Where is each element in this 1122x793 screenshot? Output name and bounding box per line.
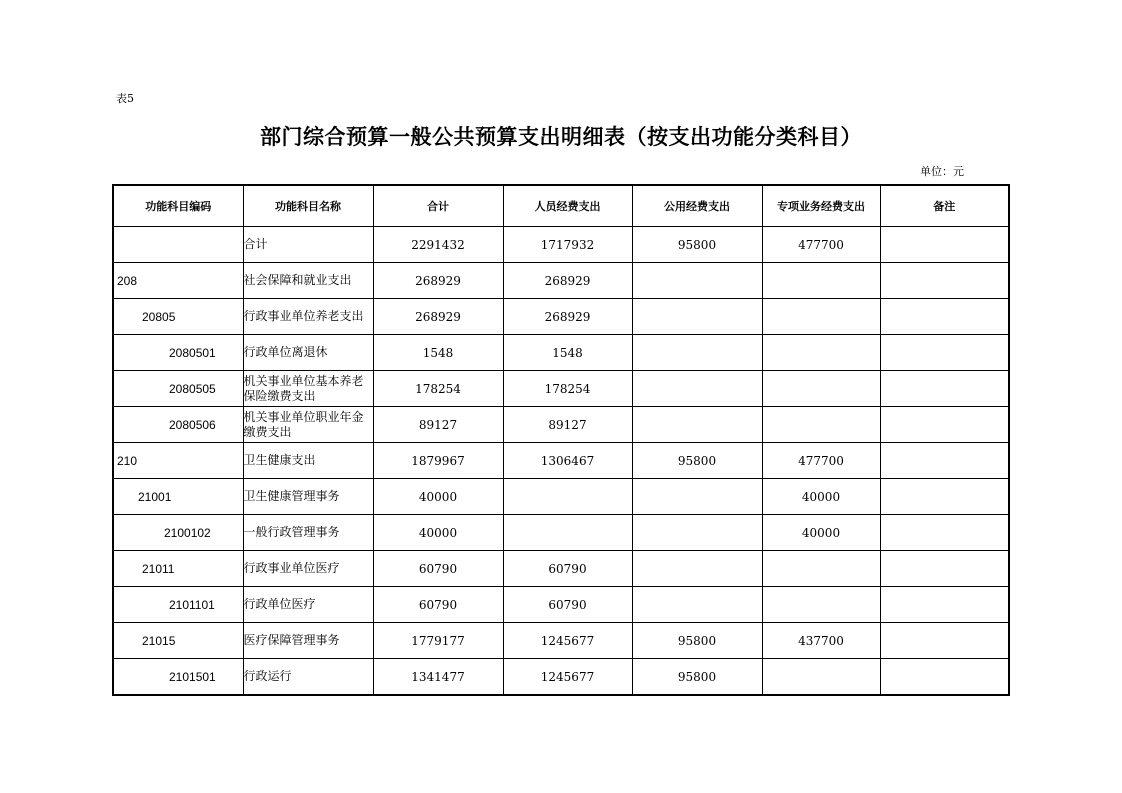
row-code: 21015: [113, 623, 243, 659]
row-personnel: 268929: [503, 263, 632, 299]
row-code: 20805: [113, 299, 243, 335]
row-total: 40000: [373, 515, 503, 551]
row-personnel: 178254: [503, 371, 632, 407]
header-public: 公用经费支出: [632, 185, 762, 227]
page-title: 部门综合预算一般公共预算支出明细表（按支出功能分类科目）: [260, 124, 862, 149]
table-row: [113, 443, 1009, 479]
row-public: [632, 299, 762, 335]
row-personnel: [503, 515, 632, 551]
row-public: [632, 371, 762, 407]
row-name: 行政事业单位养老支出: [243, 299, 373, 335]
row-public: 95800: [632, 659, 762, 696]
row-special: [762, 659, 880, 696]
table-row: [113, 227, 1009, 263]
row-note: [880, 227, 1009, 263]
table-row: [113, 371, 1009, 407]
header-special: 专项业务经费支出: [762, 185, 880, 227]
header-note: 备注: [880, 185, 1009, 227]
row-public: [632, 335, 762, 371]
row-code: 2101501: [113, 659, 243, 696]
row-note: [880, 551, 1009, 587]
row-public: [632, 515, 762, 551]
table-row: [113, 407, 1009, 443]
row-code: 21001: [113, 479, 243, 515]
row-special: [762, 371, 880, 407]
row-total: 2291432: [373, 227, 503, 263]
row-name: 行政运行: [243, 659, 373, 696]
row-code: 2080501: [113, 335, 243, 371]
row-total: 1548: [373, 335, 503, 371]
row-name: 行政单位医疗: [243, 587, 373, 623]
row-personnel: 1245677: [503, 659, 632, 696]
row-special: [762, 407, 880, 443]
row-note: [880, 371, 1009, 407]
row-name: 行政事业单位医疗: [243, 551, 373, 587]
row-total: 60790: [373, 551, 503, 587]
row-public: [632, 479, 762, 515]
row-name: 社会保障和就业支出: [243, 263, 373, 299]
table-row: [113, 335, 1009, 371]
row-total: 89127: [373, 407, 503, 443]
row-note: [880, 623, 1009, 659]
table-row: [113, 263, 1009, 299]
row-note: [880, 443, 1009, 479]
row-personnel: [503, 479, 632, 515]
header-name: 功能科目名称: [243, 185, 373, 227]
row-total: 1341477: [373, 659, 503, 696]
row-personnel: 60790: [503, 587, 632, 623]
row-code: 2080506: [113, 407, 243, 443]
row-name: 机关事业单位基本养老保险缴费支出: [243, 371, 373, 407]
row-note: [880, 263, 1009, 299]
row-personnel: 60790: [503, 551, 632, 587]
row-public: 95800: [632, 623, 762, 659]
row-name: 医疗保障管理事务: [243, 623, 373, 659]
row-note: [880, 515, 1009, 551]
row-public: [632, 407, 762, 443]
row-code: 2101101: [113, 587, 243, 623]
row-code: 2080505: [113, 371, 243, 407]
row-code: 2100102: [113, 515, 243, 551]
row-personnel: 1306467: [503, 443, 632, 479]
row-total: 268929: [373, 263, 503, 299]
budget-table: [112, 184, 1010, 696]
row-total: 268929: [373, 299, 503, 335]
row-personnel: 89127: [503, 407, 632, 443]
row-special: [762, 551, 880, 587]
unit-label: 单位：元: [920, 165, 964, 178]
row-total: 60790: [373, 587, 503, 623]
header-code: 功能科目编码: [113, 185, 243, 227]
row-special: 437700: [762, 623, 880, 659]
row-personnel: 1245677: [503, 623, 632, 659]
row-special: [762, 587, 880, 623]
row-name: 行政单位离退休: [243, 335, 373, 371]
row-note: [880, 299, 1009, 335]
row-public: [632, 551, 762, 587]
row-special: 477700: [762, 443, 880, 479]
table-row: [113, 299, 1009, 335]
row-name: 合计: [243, 227, 373, 263]
row-special: [762, 335, 880, 371]
table-row: [113, 551, 1009, 587]
table-number: 表5: [116, 92, 134, 105]
row-total: 178254: [373, 371, 503, 407]
row-note: [880, 479, 1009, 515]
row-name: 卫生健康管理事务: [243, 479, 373, 515]
row-public: [632, 263, 762, 299]
row-note: [880, 407, 1009, 443]
row-total: 1879967: [373, 443, 503, 479]
table-row: [113, 587, 1009, 623]
row-name: 机关事业单位职业年金缴费支出: [243, 407, 373, 443]
row-code: 208: [113, 263, 243, 299]
row-special: 40000: [762, 479, 880, 515]
row-code: 21011: [113, 551, 243, 587]
row-special: 477700: [762, 227, 880, 263]
table-header-row: [113, 185, 1009, 227]
row-public: 95800: [632, 443, 762, 479]
row-code: 210: [113, 443, 243, 479]
row-name: 卫生健康支出: [243, 443, 373, 479]
row-note: [880, 659, 1009, 696]
table-row: [113, 515, 1009, 551]
row-note: [880, 587, 1009, 623]
row-personnel: 1717932: [503, 227, 632, 263]
row-name: 一般行政管理事务: [243, 515, 373, 551]
row-public: 95800: [632, 227, 762, 263]
table-row: [113, 479, 1009, 515]
row-code: [113, 227, 243, 263]
row-special: 40000: [762, 515, 880, 551]
header-total: 合计: [373, 185, 503, 227]
header-personnel: 人员经费支出: [503, 185, 632, 227]
row-note: [880, 335, 1009, 371]
row-total: 1779177: [373, 623, 503, 659]
table-row: [113, 659, 1009, 696]
row-special: [762, 263, 880, 299]
row-special: [762, 299, 880, 335]
table-row: [113, 623, 1009, 659]
row-total: 40000: [373, 479, 503, 515]
row-public: [632, 587, 762, 623]
row-personnel: 1548: [503, 335, 632, 371]
row-personnel: 268929: [503, 299, 632, 335]
